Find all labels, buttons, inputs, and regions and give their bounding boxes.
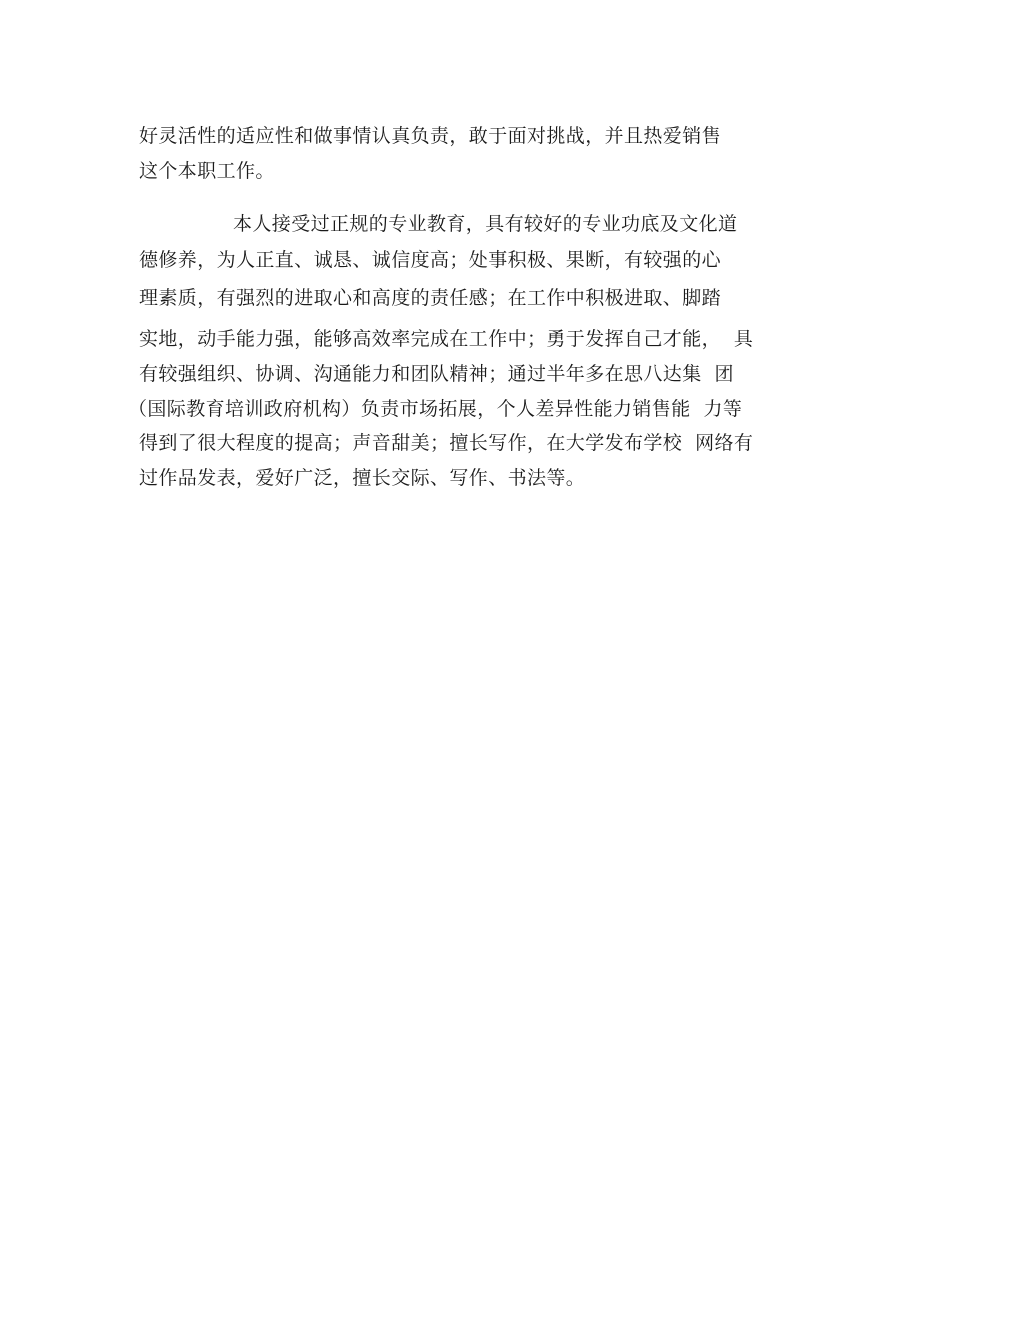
text-line-8: （国际教育培训政府机构）负责市场拓展，个人差异性能力销售能 力等	[128, 398, 743, 420]
text-line-3: 本人接受过正规的专业教育，具有较好的专业功底及文化道	[233, 213, 738, 235]
text-line-2: 这个本职工作。	[139, 160, 275, 182]
text-line-10: 过作品发表，爱好广泛，擅长交际、写作、书法等。	[139, 467, 586, 489]
text-line-6: 实地，动手能力强，能够高效率完成在工作中；勇于发挥自己才能， 具	[139, 328, 754, 350]
text-line-4: 德修养，为人正直、诚恳、诚信度高；处事积极、果断，有较强的心	[139, 249, 722, 271]
text-line-5: 理素质，有强烈的进取心和高度的责任感；在工作中积极进取、脚踏	[139, 287, 722, 309]
text-line-1: 好灵活性的适应性和做事情认真负责，敢于面对挑战，并且热爱销售	[139, 125, 722, 147]
text-line-7: 有较强组织、协调、沟通能力和团队精神；通过半年多在思八达集 团	[139, 363, 734, 385]
text-line-9: 得到了很大程度的提高；声音甜美；擅长写作，在大学发布学校 网络有	[139, 432, 754, 454]
